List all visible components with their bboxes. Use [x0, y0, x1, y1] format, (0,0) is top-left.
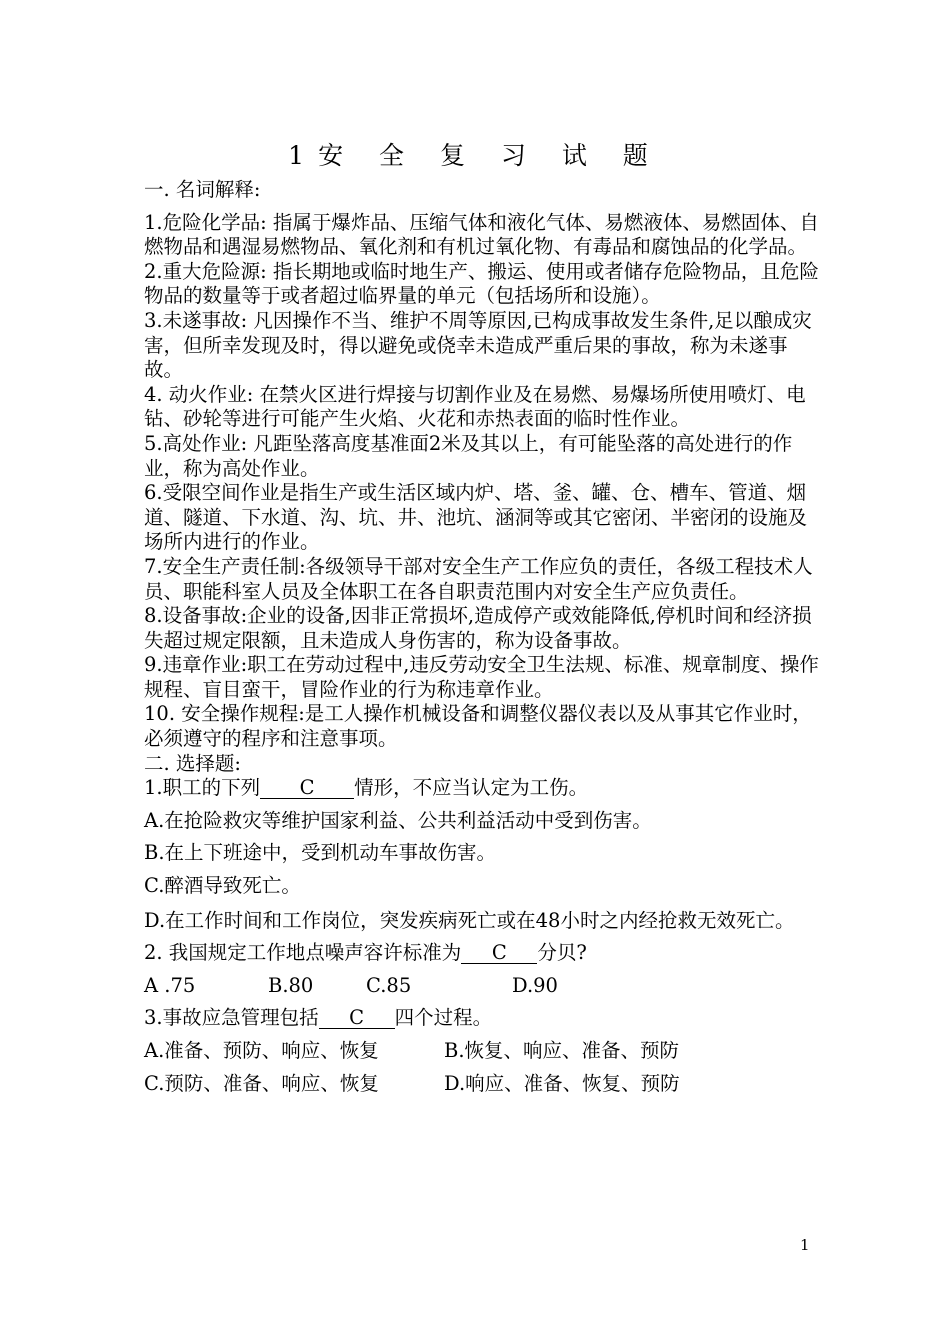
question-3-answer-blank: C: [319, 1008, 395, 1029]
definition-item: 10. 安全操作规程:是工人操作机械设备和调整仪器仪表以及从事其它作业时，必须遵守的程序和注意事项。: [144, 702, 812, 751]
section-heading-definitions: 一. 名词解释:: [144, 178, 261, 201]
question-3-suffix: 四个过程。: [394, 1006, 493, 1030]
definition-item: 1.危险化学品: 指属于爆炸品、压缩气体和液化气体、易燃液体、易燃固体、自燃物品和遇湿易燃物品、氧化剂和有机过氧化物、有毒品和腐蚀品的化学品。: [144, 210, 819, 259]
question-3-option-c: C.预防、准备、响应、恢复: [144, 1071, 379, 1095]
definition-item: 8.设备事故:企业的设备,因非正常损坏,造成停产或效能降低,停机时间和经济损失超过规定限额，且未造成人身伤害的，称为设备事故。: [144, 604, 812, 652]
definition-item: 7.安全生产责任制:各级领导干部对安全生产工作应负的责任，各级工程技术人员、职能科室人员及全体职工在各自职责范围内对安全生产应负责任。: [144, 554, 813, 603]
question-3-options-row-2: [144, 1072, 824, 1097]
page-number: 1: [800, 1236, 810, 1254]
page-title: 1安 全 复 习 试 题: [288, 141, 662, 170]
definition-item: 2.重大危险源: 指长期地或临时地生产、搬运、使用或者储存危险物品，且危险物品的数量等于或者超过临界量的单元（包括场所和设施）。: [144, 259, 819, 308]
question-2-option-a: A .75: [144, 973, 196, 997]
question-2-prefix: 2. 我国规定工作地点噪声容许标准为: [144, 941, 462, 965]
question-1-option-b: B.在上下班途中，受到机动车事故伤害。: [144, 841, 497, 865]
document-body: [144, 178, 824, 1096]
question-2-option-b: B.80: [268, 973, 314, 997]
question-2-answer-blank: C: [461, 943, 537, 964]
question-3-option-a: A.准备、预防、响应、恢复: [144, 1039, 379, 1062]
question-1-option-a: A.在抢险救灾等维护国家利益、公共利益活动中受到伤害。: [144, 808, 652, 832]
question-3: [144, 1006, 824, 1031]
section-heading-choice: 二. 选择题:: [144, 751, 241, 775]
question-1-answer-blank: C: [260, 778, 354, 799]
definition-item: 4. 动火作业: 在禁火区进行焊接与切割作业及在易燃、易爆场所使用喷灯、电钻、砂轮等进行可能产生火焰、火花和赤热表面的临时性作业。: [144, 382, 806, 431]
question-2-suffix: 分贝?: [537, 941, 587, 965]
question-1-option-d: D.在工作时间和工作岗位，突发疾病死亡或在48小时之内经抢救无效死亡。: [144, 908, 795, 932]
question-2-options: [144, 974, 824, 999]
question-1: [144, 776, 824, 801]
definition-item: 3.未遂事故: 凡因操作不当、维护不周等原因,已构成事故发生条件,足以酿成灾害，但所幸发现及时，得以避免或侥幸未造成严重后果的事故，称为未遂事故。: [144, 308, 812, 382]
definition-item: 6.受限空间作业是指生产或生活区域内炉、塔、釜、罐、仓、槽车、管道、烟道、隧道、下水道、沟、坑、井、池坑、涵洞等或其它密闭、半密闭的设施及场所内进行的作业。: [144, 481, 808, 554]
question-3-options-row-1: [144, 1039, 824, 1064]
question-1-prefix: 1.职工的下列: [144, 776, 261, 800]
question-1-option-c: C.醉酒导致死亡。: [144, 874, 301, 898]
question-2-option-d: D.90: [512, 973, 558, 997]
question-3-option-d: D.响应、准备、恢复、预防: [444, 1071, 680, 1095]
question-2: [144, 941, 824, 966]
question-2-option-c: C.85: [366, 973, 412, 997]
definition-item: 9.违章作业:职工在劳动过程中,违反劳动安全卫生法规、标准、规章制度、操作规程、盲目蛮干，冒险作业的行为称违章作业。: [144, 653, 819, 701]
question-3-option-b: B.恢复、响应、准备、预防: [444, 1039, 680, 1062]
question-1-suffix: 情形，不应当认定为工伤。: [354, 776, 589, 800]
definition-item: 5.高处作业: 凡距坠落高度基准面2米及其以上，有可能坠落的高处进行的作业，称为高处作业。: [144, 431, 793, 480]
question-3-prefix: 3.事故应急管理包括: [144, 1006, 319, 1030]
